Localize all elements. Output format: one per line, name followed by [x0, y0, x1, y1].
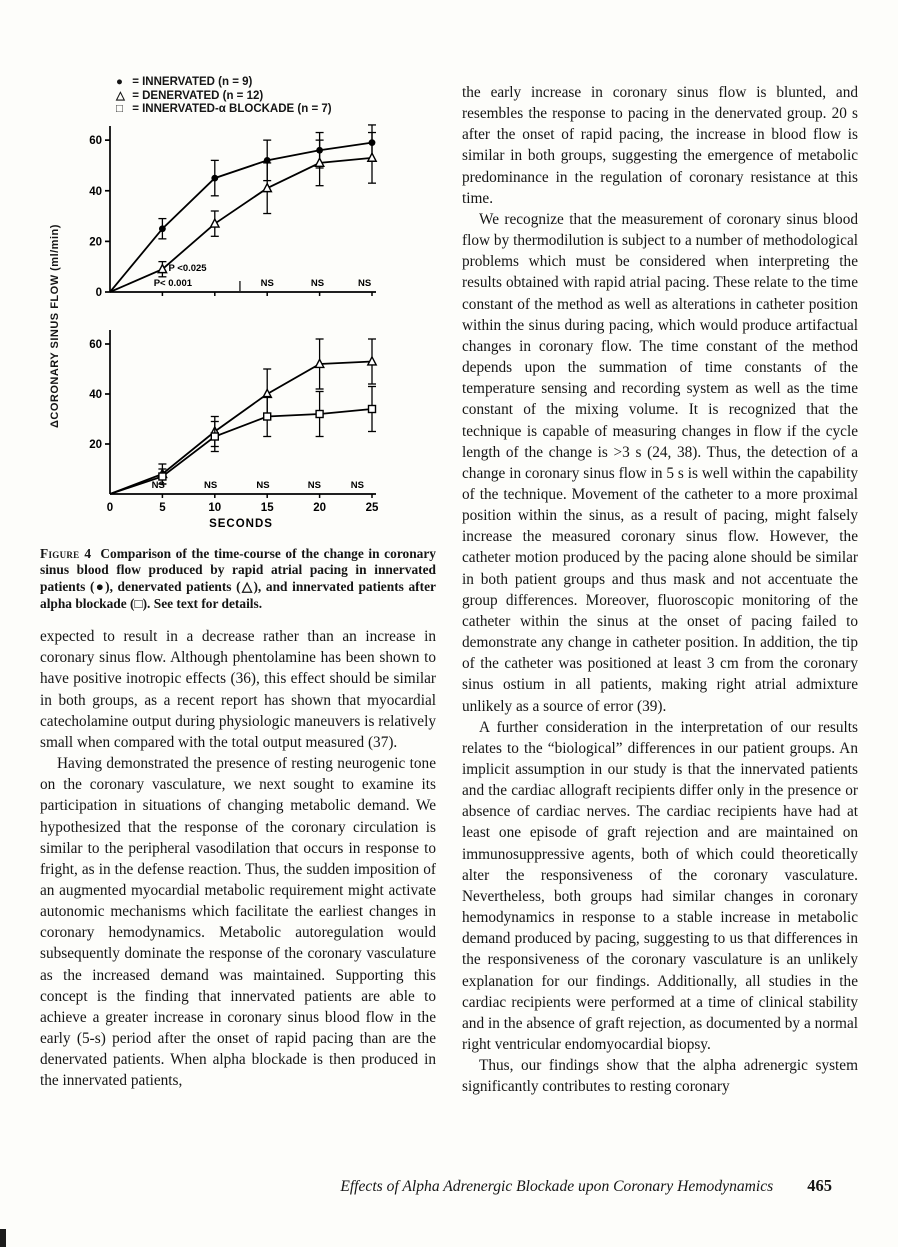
x-tick-label: 15: [260, 501, 274, 514]
figure-4: [40, 76, 436, 613]
legend-label: = DENERVATED (n = 12): [132, 89, 264, 102]
annotation: NS: [358, 277, 372, 289]
page-number: 465: [807, 1176, 832, 1195]
x-tick-label: 0: [106, 501, 114, 514]
chart-bottom-panel: [70, 326, 388, 532]
annotation: NS: [256, 479, 270, 491]
paragraph: Having demonstrated the presence of resting neurogenic tone on the coronary vasculature, we next sought to examine its participation in situations of changing metabolic demand. We hypothesized that the response of the coronary circulation is similar to the peripheral vasodilation that occurs in response to fright, as in the defense reaction. Thus, the sudden imposition of an augmented myocardial metabolic requirement might activate autonomic mechanisms which facilitate the earliest changes in coronary hemodynamics. Metabolic autoregulation would subsequently dominate the response of the coronary vasculature as the increased demand was maintained. Supporting this concept is the finding that innervated patients are able to achieve a greater increase in coronary sinus blood flow in the early (5-s) period after the onset of rapid pacing than are the denervated patients. When alpha blockade is then produced in the innervated patients,: [40, 755, 436, 1090]
left-column: [40, 76, 436, 1098]
legend-item: [116, 76, 336, 90]
chart-panels: [70, 120, 388, 532]
scan-artifact: [0, 1229, 6, 1247]
data-point: [159, 225, 166, 232]
left-column-text: [40, 626, 436, 1091]
data-point: [211, 433, 218, 440]
data-point: [211, 219, 219, 227]
figure-caption: [40, 546, 436, 614]
annotation: P< 0.001: [153, 277, 193, 289]
annotation: NS: [260, 277, 274, 289]
right-column: [462, 76, 858, 1098]
y-tick-label: 60: [89, 338, 102, 351]
paragraph: expected to result in a decrease rather than an increase in coronary sinus flow. Although phentolamine has been shown to have positive inotropic effects (36), this effect should be similar in both groups, as a recent report has shown that myocardial catecholamine output during physiologic maneuvers is relatively small when compared with the total output measured (37).: [40, 628, 436, 751]
y-tick-label: 20: [89, 438, 102, 451]
annotation: NS: [310, 277, 325, 289]
series-line: [110, 409, 372, 494]
y-tick-label: 60: [89, 134, 102, 147]
annotation: NS: [151, 479, 165, 491]
two-column-layout: [40, 76, 858, 1098]
series-line: [110, 157, 372, 291]
annotation: NS: [204, 479, 218, 491]
paragraph: Thus, our findings show that the alpha adrenergic system significantly contributes to resting coronary: [462, 1057, 858, 1096]
y-tick-label: 20: [89, 235, 102, 248]
legend-label: = INNERVATED-α BLOCKADE (n = 7): [132, 103, 332, 115]
figure-caption-text: Comparison of the time-course of the change in coronary sinus blood flow produced by rapid atrial pacing in innervated patients (●), denervated patients (△), and innervated patients after alpha blockade (□). See text for details.: [40, 545, 436, 612]
data-point: [159, 473, 166, 480]
figure-caption-label: Figure 4: [40, 545, 92, 561]
annotation: NS: [350, 479, 364, 491]
running-title: Effects of Alpha Adrenergic Blockade upon Coronary Hemodynamics: [340, 1178, 774, 1195]
open-square-icon: □: [116, 103, 123, 115]
filled-circle-icon: ●: [116, 76, 123, 88]
annotation: NS: [307, 479, 321, 491]
chart-legend: [116, 76, 336, 117]
legend-item: [116, 103, 336, 117]
series-line: [110, 361, 372, 494]
x-tick-label: 5: [159, 501, 166, 514]
open-triangle-icon: △: [116, 89, 125, 102]
annotation: P <0.025: [168, 262, 207, 274]
x-axis-title: SECONDS: [209, 517, 273, 530]
data-point: [316, 410, 323, 417]
legend-item: [116, 90, 336, 104]
data-point: [369, 405, 376, 412]
x-tick-label: 20: [313, 501, 326, 514]
paragraph: A further consideration in the interpretation of our results relates to the “biological” differences in our patient groups. An implicit assumption in our study is that the innervated patients and the cardiac allograft recipients differ only in the presence or absence of cardiac nerves. The cardiac recipients have had at least one episode of graft rejection and are maintained on immunosuppressive agents, both of which could theoretically alter the responsiveness of the coronary vasculature. Nevertheless, both groups had similar changes in coronary hemodynamics in response to a stable increase in metabolic demand produced by pacing, suggesting to us that differences in the responsiveness of the coronary vasculature is an unlikely explanation for our findings. Additionally, all studies in the cardiac recipients were performed at a time of clinical stability and in the absence of graft rejection, as documented by a normal right ventricular endomyocardial biopsy.: [462, 718, 858, 1054]
data-point: [264, 413, 271, 420]
y-tick-label: 0: [95, 286, 102, 299]
y-tick-label: 40: [89, 388, 102, 401]
right-column-text: [462, 82, 858, 1098]
x-tick-label: 25: [365, 501, 379, 514]
y-axis-title: ΔCORONARY SINUS FLOW (ml/min): [49, 223, 61, 428]
paragraph: We recognize that the measurement of coronary sinus blood flow by thermodilution is subject to a number of methodological problems which must be considered when interpreting the results obtained with rapid atrial pacing. These relate to the time constant of the method as well as alterations in catheter position within the sinus during pacing, which would produce artifactual changes in coronary flow. The time constant of the method depends upon the summation of time constants of the temperature sensing and recording system as well as the time constant of the mixing volume. It is recognized that the technique is capable of measuring changes in flow if the cycle length of the change is >3 s (24, 38). Thus, the detection of a change in coronary sinus flow in 5 s is well within the capability of the technique. Movement of the catheter to a more proximal position within the sinus, as a result of pacing, might falsely increase the measured coronary sinus flow. However, the catheter motion produced by the pacing alone should be similar in both patient groups and thus mask and not accentuate the group differences. Moreover, fluoroscopic monitoring of the catheter within the sinus at the onset of pacing failed to demonstrate any change in catheter position. In addition, the tip of the catheter was positioned at least 3 cm from the coronary sinus ostium in all patients, making right atrial admixture unlikely as a source of error (39).: [462, 210, 858, 715]
chart-top-panel: [70, 120, 388, 300]
series-line: [110, 142, 372, 291]
paragraph: the early increase in coronary sinus flow is blunted, and resembles the response to pacing in the denervated group. 20 s after the onset of rapid pacing, the increase in blood flow is similar in both groups, suggesting the emergence of metabolic predominance in the regulation of coronary resistance at this time.: [462, 84, 858, 207]
y-tick-label: 40: [89, 185, 102, 198]
legend-label: = INNERVATED (n = 9): [132, 76, 253, 88]
x-tick-label: 10: [208, 501, 222, 514]
chart-area: [40, 120, 436, 532]
data-point: [211, 174, 218, 181]
page-footer: [40, 1176, 832, 1196]
